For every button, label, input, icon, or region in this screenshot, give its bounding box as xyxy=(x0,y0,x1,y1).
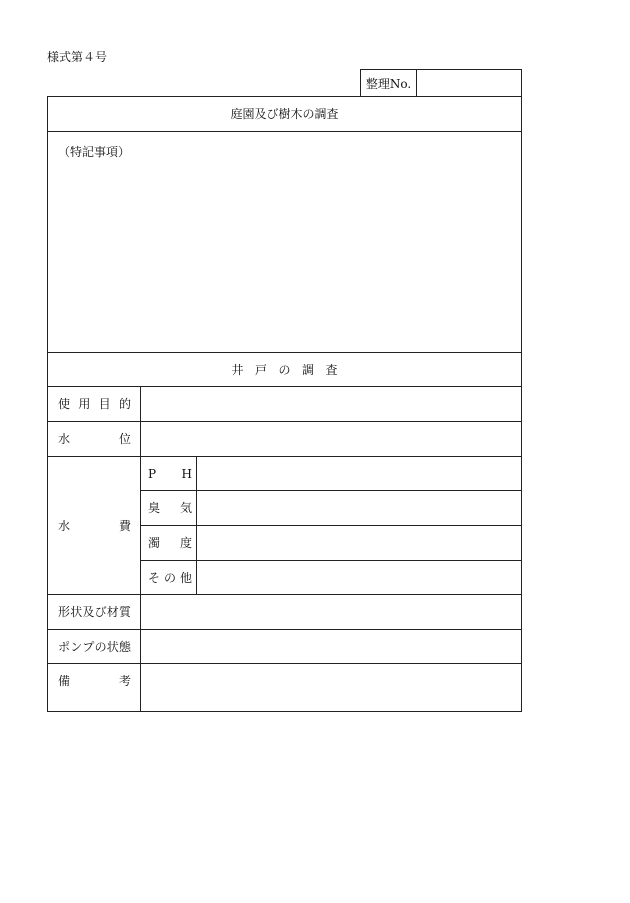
reference-number-box xyxy=(360,69,522,96)
ph-label-cell xyxy=(141,457,197,491)
reference-number-label: 整理No. xyxy=(361,70,417,96)
reference-number-value xyxy=(417,70,521,96)
survey-table xyxy=(47,96,522,712)
purpose-value xyxy=(141,387,522,422)
pump-condition-label-cell xyxy=(48,630,141,664)
pump-condition-row xyxy=(48,630,522,664)
turbidity-label: 濁 度 xyxy=(148,536,192,550)
special-notes-row xyxy=(48,132,522,353)
well-survey-title-row xyxy=(48,353,522,387)
special-notes-label: （特記事項） xyxy=(58,145,131,159)
odor-label: 臭 気 xyxy=(148,501,192,515)
shape-material-label-cell xyxy=(48,595,141,630)
remarks-value xyxy=(141,664,522,712)
well-survey-title-cell xyxy=(48,353,522,387)
garden-survey-title-row xyxy=(48,97,522,132)
form-number: 様式第４号 xyxy=(47,50,108,64)
odor-value xyxy=(197,491,522,526)
pump-condition-value xyxy=(141,630,522,664)
shape-material-row xyxy=(48,595,522,630)
ph-value xyxy=(197,457,522,491)
remarks-label-cell xyxy=(48,664,141,712)
shape-material-value xyxy=(141,595,522,630)
water-level-row xyxy=(48,422,522,457)
ph-row xyxy=(48,457,522,491)
other-label: そ の 他 xyxy=(148,570,192,585)
purpose-label: 使 用 目 的 xyxy=(58,397,131,411)
special-notes-cell xyxy=(48,132,522,353)
purpose-row xyxy=(48,387,522,422)
turbidity-value xyxy=(197,526,522,561)
turbidity-label-cell xyxy=(141,526,197,561)
other-value xyxy=(197,561,522,595)
odor-label-cell xyxy=(141,491,197,526)
garden-survey-title: 庭園及び樹木の調査 xyxy=(48,97,522,132)
ph-label: P H xyxy=(148,466,192,481)
well-survey-title: 井 戸 の 調 査 xyxy=(231,362,338,377)
special-notes-value xyxy=(48,159,521,163)
water-group-label: 水 費 xyxy=(58,518,131,533)
water-level-label-cell xyxy=(48,422,141,457)
other-label-cell xyxy=(141,561,197,595)
water-level-label: 水 位 xyxy=(58,432,131,446)
pump-condition-label: ポンプの状態 xyxy=(58,639,131,654)
water-group-label-cell xyxy=(48,457,141,595)
shape-material-label: 形状及び材質 xyxy=(58,605,131,619)
purpose-label-cell xyxy=(48,387,141,422)
remarks-label: 備 考 xyxy=(58,674,131,688)
water-level-value xyxy=(141,422,522,457)
remarks-row xyxy=(48,664,522,712)
